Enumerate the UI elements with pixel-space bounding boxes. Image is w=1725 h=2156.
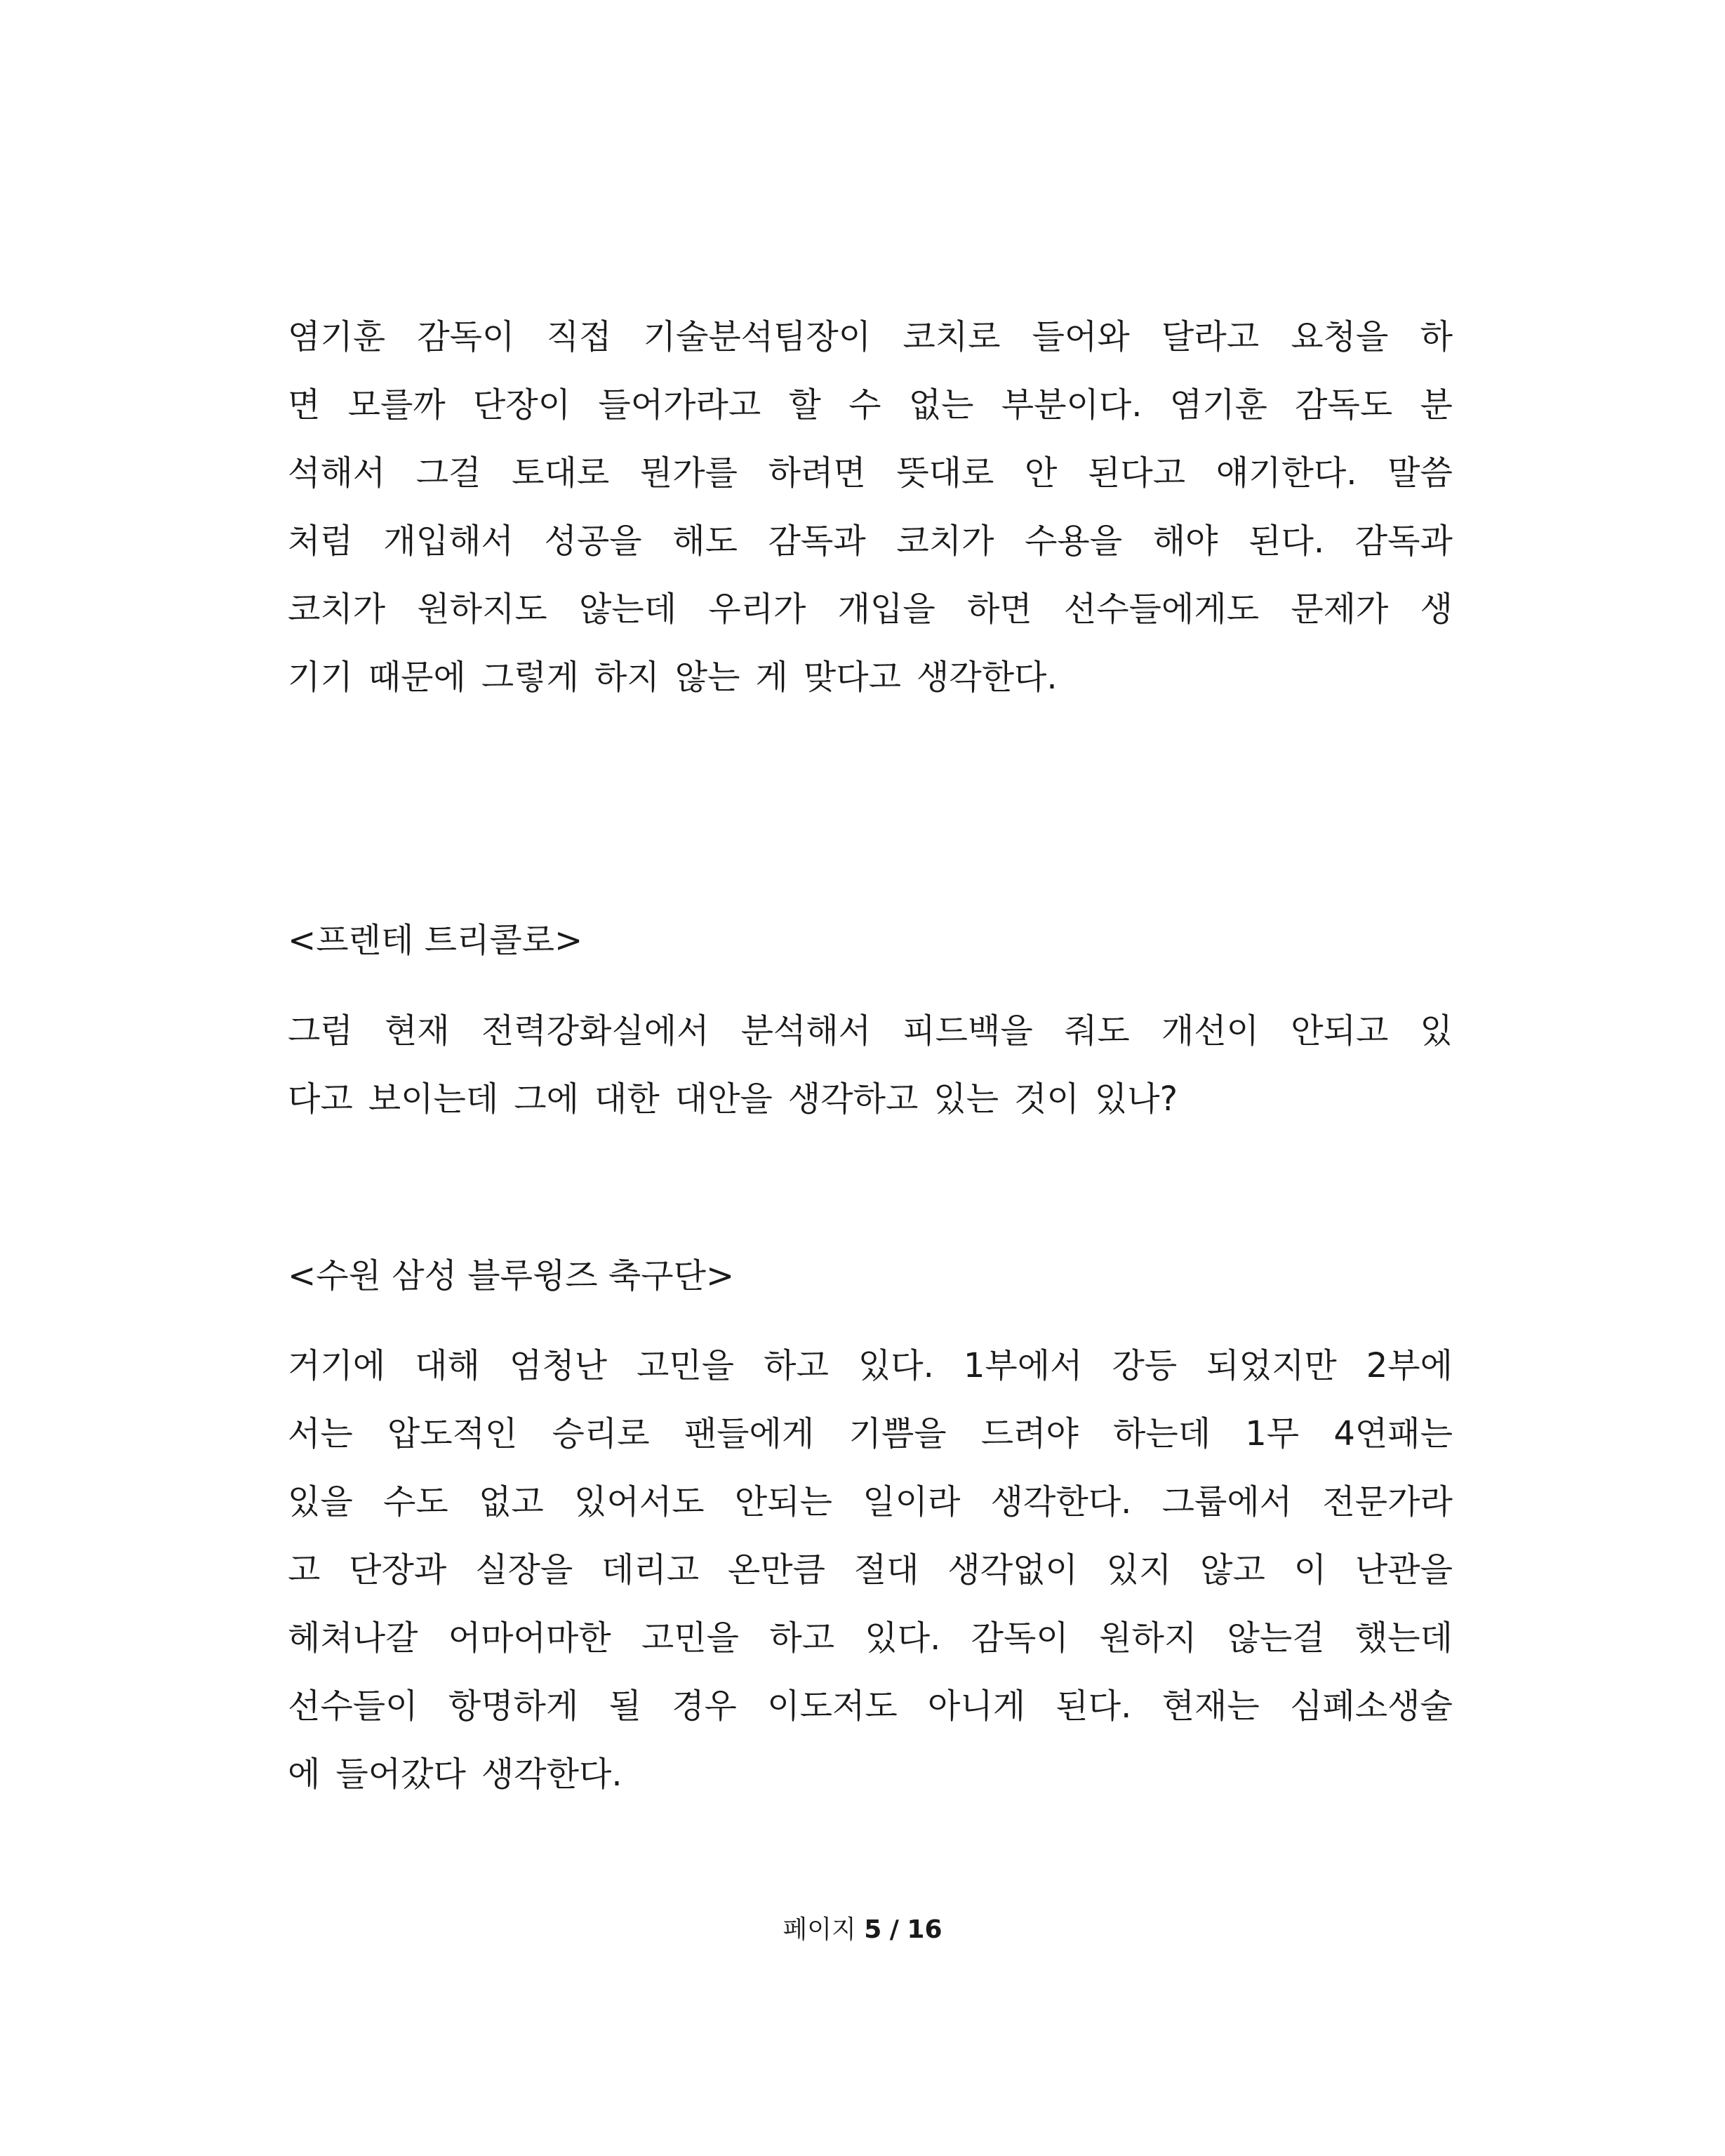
word: 있는: [933, 1079, 999, 1119]
word: 되었지만: [1206, 1346, 1337, 1385]
word: 이도저도: [767, 1686, 898, 1726]
word: 안: [1025, 453, 1058, 493]
word: 된다.: [1055, 1686, 1132, 1726]
word: 감독과: [1354, 521, 1453, 561]
word: 피드백을: [903, 1011, 1033, 1051]
word: 들어와: [1032, 317, 1130, 357]
word: 생각하고: [787, 1079, 919, 1119]
paragraph-line: [288, 1400, 1453, 1468]
word: 수용을: [1025, 521, 1123, 561]
word: 대한: [594, 1079, 660, 1119]
word: 있어서도: [574, 1482, 705, 1522]
paragraph-club-response: [288, 1332, 1453, 1809]
word: 이: [1293, 1550, 1327, 1590]
word: 토대로: [512, 453, 610, 493]
word: 안되고: [1291, 1011, 1389, 1051]
word: 경우: [672, 1686, 737, 1726]
word: 된다고: [1088, 453, 1186, 493]
paragraph-line: [288, 644, 1453, 712]
word: 전력강화실에서: [481, 1011, 710, 1051]
word: 하고: [769, 1618, 835, 1658]
word: 감독이: [417, 317, 515, 357]
word: 그걸: [415, 453, 481, 493]
word: 1부에서: [963, 1346, 1083, 1385]
word: 온만큼: [727, 1550, 825, 1590]
word: 있: [1420, 1011, 1453, 1051]
paragraph-line: [288, 575, 1453, 644]
word: 하려면: [768, 453, 866, 493]
word: 않는걸: [1227, 1618, 1325, 1658]
word: 않고: [1200, 1550, 1265, 1590]
word: 엄청난: [509, 1346, 607, 1385]
word: 코치로: [903, 317, 1001, 357]
word: 줘도: [1064, 1011, 1130, 1051]
word: 것이: [1014, 1079, 1079, 1119]
word: 개입해서: [383, 521, 514, 561]
word: 현재는: [1161, 1686, 1260, 1726]
word: 서는: [288, 1414, 353, 1453]
word: 없는: [908, 385, 974, 425]
word: 헤쳐나갈: [288, 1618, 418, 1658]
paragraph-line: [288, 1672, 1453, 1741]
paragraph-line: [288, 1741, 1453, 1809]
word: 고민을: [636, 1346, 735, 1385]
word: 않는데: [579, 590, 677, 629]
speaker-label: <프렌테 트리콜로>: [288, 921, 583, 960]
word: 선수들이: [288, 1686, 418, 1726]
current-page: 5: [864, 1915, 882, 1944]
word: 우리가: [708, 590, 806, 629]
word: 1무: [1245, 1414, 1300, 1453]
word: 원하지도: [417, 590, 547, 629]
speaker-label: <수원 삼성 블루윙즈 축구단>: [288, 1256, 735, 1296]
word: 선수들에게도: [1063, 590, 1260, 629]
word: 드려야: [980, 1414, 1079, 1453]
paragraph-line: [288, 1065, 1453, 1133]
word: 게: [755, 658, 788, 697]
word: 대해: [415, 1346, 480, 1385]
word: 모를까: [347, 385, 446, 425]
word: 염기훈: [1169, 385, 1267, 425]
word: 코치가: [896, 521, 994, 561]
word: 문제가: [1291, 590, 1389, 629]
word: 단장과: [349, 1550, 447, 1590]
speaker-label-fan-group: [288, 907, 1453, 975]
word: 감독도: [1295, 385, 1393, 425]
word: 에: [288, 1755, 321, 1794]
word: 말씀: [1387, 453, 1453, 493]
word: 있나?: [1094, 1079, 1178, 1119]
word: 생각없이: [947, 1550, 1078, 1590]
word: 얘기한다.: [1216, 453, 1357, 493]
word: 항명하게: [448, 1686, 579, 1726]
word: 일이라: [862, 1482, 961, 1522]
word: 부분이다.: [1001, 385, 1143, 425]
word: 하고: [764, 1346, 829, 1385]
word: 생각한다.: [481, 1755, 622, 1794]
word: 달라고: [1161, 317, 1260, 357]
word: 거기에: [288, 1346, 386, 1385]
paragraph-line: [288, 1468, 1453, 1536]
word: 고민을: [641, 1618, 740, 1658]
word: 다고: [288, 1079, 353, 1119]
word: 감독이: [971, 1618, 1069, 1658]
word: 있을: [288, 1482, 353, 1522]
word: 절대: [853, 1550, 919, 1590]
word: 될: [608, 1686, 641, 1726]
speaker-label-club: [288, 1242, 1453, 1310]
word: 2부에: [1366, 1346, 1453, 1385]
word: 있다.: [858, 1346, 934, 1385]
word: 원하지: [1099, 1618, 1197, 1658]
page-label: 페이지: [782, 1915, 856, 1944]
word: 하는데: [1112, 1414, 1211, 1453]
word: 들어갔다: [335, 1755, 466, 1794]
word: 데리고: [601, 1550, 700, 1590]
word: 고: [288, 1550, 321, 1590]
paragraph-line: [288, 1536, 1453, 1604]
word: 심폐소생술: [1290, 1686, 1453, 1726]
word: 그럼: [288, 1011, 353, 1051]
word: 있다.: [865, 1618, 941, 1658]
paragraph-line: [288, 303, 1453, 371]
word: 직접: [546, 317, 612, 357]
word: 압도적인: [387, 1414, 518, 1453]
word: 기기: [288, 658, 353, 697]
word: 해야: [1152, 521, 1218, 561]
paragraph-director-response: [288, 303, 1453, 712]
word: 들어가라고: [598, 385, 761, 425]
word: 승리로: [552, 1414, 650, 1453]
word: 된다.: [1248, 521, 1325, 561]
word: 기술분석팀장이: [643, 317, 872, 357]
word: 생: [1420, 590, 1453, 629]
word: 해도: [672, 521, 738, 561]
word: 어마어마한: [448, 1618, 611, 1658]
word: 개선이: [1161, 1011, 1260, 1051]
word: 팬들에게: [684, 1414, 815, 1453]
word: 안되는: [734, 1482, 832, 1522]
word: 기쁨을: [848, 1414, 947, 1453]
word: 성공을: [544, 521, 642, 561]
word: 강등: [1112, 1346, 1178, 1385]
word: 그룹에서: [1161, 1482, 1293, 1522]
page-separator: /: [889, 1915, 899, 1944]
word: 코치가: [288, 590, 386, 629]
word: 처럼: [288, 521, 353, 561]
word: 수: [848, 385, 881, 425]
total-pages: 16: [907, 1915, 943, 1944]
word: 수도: [383, 1482, 448, 1522]
word: 대안을: [674, 1079, 773, 1119]
word: 생각한다.: [990, 1482, 1132, 1522]
paragraph-line: [288, 507, 1453, 575]
paragraph-line: [288, 1332, 1453, 1400]
word: 않는: [674, 658, 740, 697]
word: 보이는데: [368, 1079, 499, 1119]
word: 실장을: [475, 1550, 573, 1590]
word: 염기훈: [288, 317, 386, 357]
word: 맞다고: [803, 658, 901, 697]
word: 그에: [514, 1079, 579, 1119]
paragraph-fan-question: [288, 997, 1453, 1133]
page-number: [0, 1909, 1725, 1951]
word: 전문가라: [1322, 1482, 1453, 1522]
word: 석해서: [288, 453, 386, 493]
word: 4연패는: [1333, 1414, 1453, 1453]
word: 면: [288, 385, 321, 425]
paragraph-line: [288, 439, 1453, 507]
word: 있지: [1106, 1550, 1172, 1590]
word: 뜻대로: [896, 453, 994, 493]
word: 분: [1420, 385, 1453, 425]
word: 없고: [479, 1482, 544, 1522]
word: 그렇게: [481, 658, 579, 697]
word: 난관을: [1354, 1550, 1453, 1590]
word: 때문에: [368, 658, 466, 697]
word: 생각한다.: [916, 658, 1058, 697]
word: 현재: [384, 1011, 450, 1051]
word: 하: [1420, 317, 1453, 357]
word: 뭔가를: [639, 453, 738, 493]
paragraph-line: [288, 1604, 1453, 1672]
word: 할: [788, 385, 821, 425]
word: 개입을: [837, 590, 935, 629]
paragraph-line: [288, 997, 1453, 1065]
word: 감독과: [768, 521, 866, 561]
word: 요청을: [1291, 317, 1389, 357]
word: 단장이: [473, 385, 571, 425]
word: 분석해서: [740, 1011, 872, 1051]
word: 하면: [966, 590, 1032, 629]
paragraph-line: [288, 371, 1453, 439]
word: 아니게: [927, 1686, 1026, 1726]
word: 했는데: [1354, 1618, 1453, 1658]
word: 하지: [594, 658, 660, 697]
